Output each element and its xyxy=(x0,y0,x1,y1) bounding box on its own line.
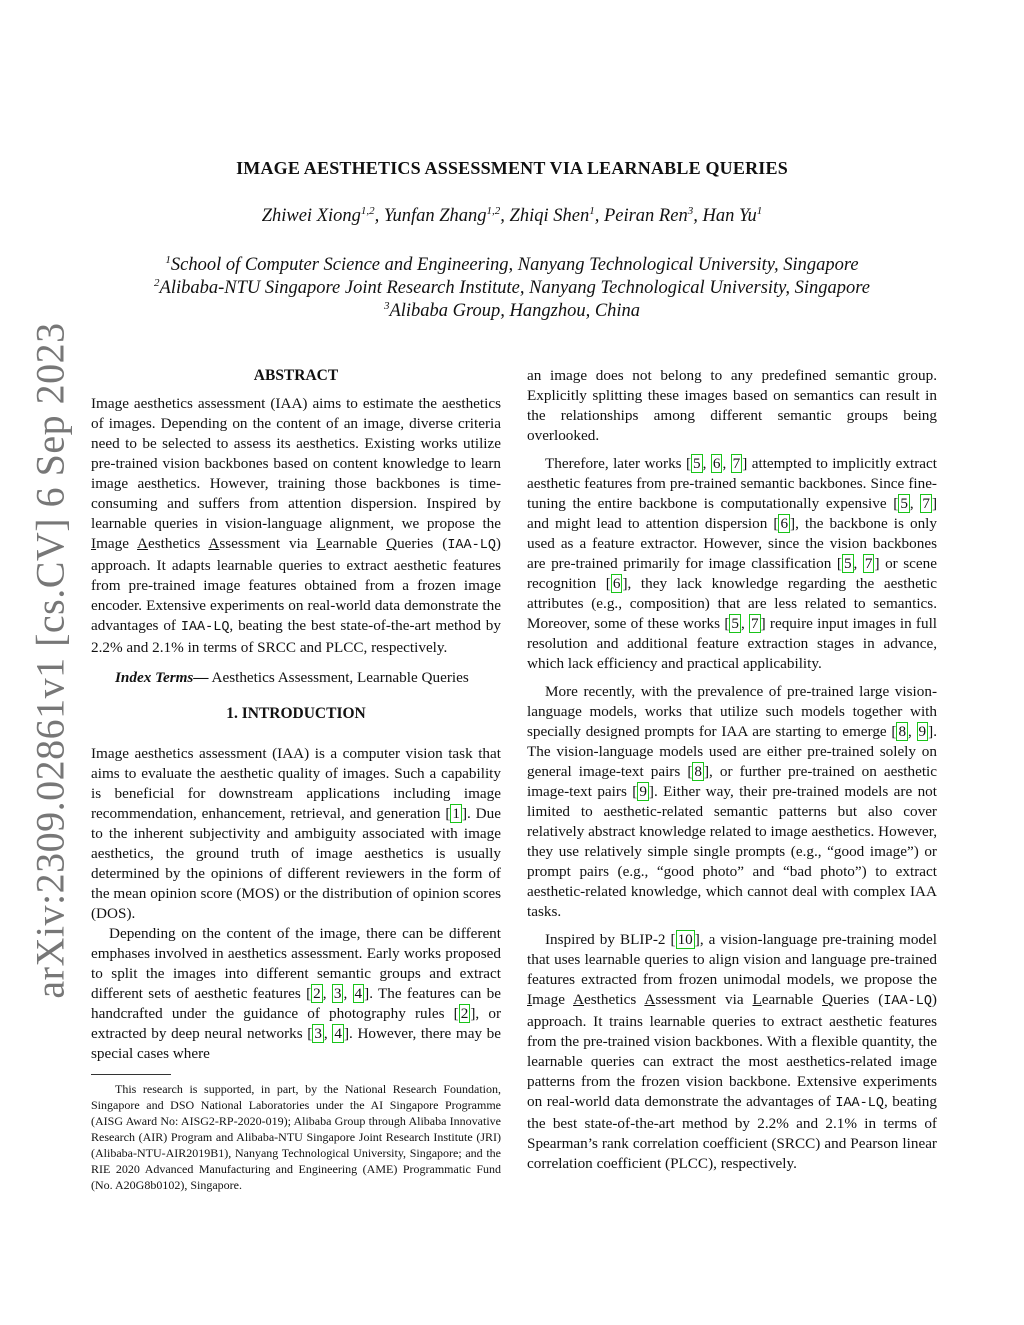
arxiv-identifier xyxy=(20,321,80,999)
affiliations xyxy=(0,254,1024,323)
citation-link[interactable]: 7 xyxy=(732,455,741,472)
intro-paragraph-6: Inspired by BLIP-2 [ 10 ], a vision-language pre-training model that uses learnable queries to align vision and language pre-trained features extracted from frozen unimodal models, we propose the Image Aesthetics Assessment via Learnable Queries (IAA-LQ) approach. It trains learnable queries to extract aesthetic features from the pre-trained vision backbones. With a flexible quantity, the learnable queries can extract the most aesthetics-related image patterns from the frozen vision backbone. Extensive experiments on real-world data demonstrate the advantages of IAA-LQ, beating the best state-of-the-art method by 2.2% and 2.1% in terms of Spearman’s rank correlation coefficient (SRCC) and Pearson linear correlation coefficient (PLCC), respectively. xyxy=(527,931,937,1172)
citation-link[interactable]: 6 xyxy=(612,575,621,592)
intro-paragraph-3: an image does not belong to any predefined semantic group. Explicitly splitting these images based on semantics can result in the relationships among different semantic groups being overlooked. xyxy=(527,367,937,444)
author-name: Zhiqi Shen xyxy=(509,206,590,226)
affiliation-mark: 2 xyxy=(154,276,160,289)
affiliation-text: Alibaba-NTU Singapore Joint Research Institute, Nanyang Technological University, Singapore xyxy=(159,278,870,298)
abstract-body: Image aesthetics assessment (IAA) aims to estimate the aesthetics of images. Depending on the content of an image, diverse criteria need to be selected to assess its aesthetics. Existing works utilize pre-trained vision backbones based on content knowledge to learn image aesthetics. However, training those backbones is time-consuming and suffers from attention dispersion. Inspired by learnable queries in vision-language alignment, we propose the Image Aesthetics Assessment via Learnable Queries (IAA-LQ) approach. It adapts learnable queries to extract aesthetic features from pre-trained image features obtained from a frozen image encoder. Extensive experiments on real-world data demonstrate the advantages of IAA-LQ, beating the best state-of-the-art method by 2.2% and 2.1% in terms of SRCC and PLCC, respectively. xyxy=(91,395,501,656)
citation-link[interactable]: 7 xyxy=(922,495,930,512)
author-name: Peiran Ren xyxy=(603,206,688,226)
citation-link[interactable]: 3 xyxy=(333,985,342,1002)
affiliation-line xyxy=(0,254,1024,277)
citation-link[interactable]: 7 xyxy=(864,555,873,572)
citation-link[interactable]: 4 xyxy=(354,985,363,1002)
affiliation-line xyxy=(0,300,1024,323)
intro-paragraph-4: Therefore, later works [ 5 , 6 , 7 ] attempted to implicitly extract aesthetic features from pre-trained semantic backbones. Since fine-tuning the entire backbone is computationally expensive [ 5 , 7 ] and might lead to attention dispersion [ 6 ], the backbone is only used as a feature extractor. However, since the vision backbones are pre-trained primarily for image classification [ 5 , 7 ] or scene recognition [ 6 ], they lack knowledge regarding the aesthetic attributes (e.g., composition) that are less related to semantics. Moreover, some of these works [ 5 , 7 ] require input images in full resolution and additional feature extraction stages in advance, which lack efficiency and practical applicability. xyxy=(527,455,938,672)
citation-link[interactable]: 4 xyxy=(334,1025,342,1042)
author-affil-mark: 1 xyxy=(756,204,763,217)
intro-paragraph-5: More recently, with the prevalence of pre-trained large vision-language models, works that utilize such models together with specially designed prompts for IAA are starting to emerge [ 8 , 9 ]. The vision-language models used are either pre-trained solely on general image-text pairs [ 8 ], or further pre-trained on aesthetic image-text pairs [ 9 ]. Either way, their pre-trained models are not limited to aesthetic-related semantic patterns but also cover relatively abstract knowledge related to image aesthetics. However, they use relatively simple single prompts (e.g., “good image”) or prompt pairs (e.g., “good photo” and “bad photo”) to extract aesthetic-related knowledge, which cannot deal with complex IAA tasks. xyxy=(527,683,937,920)
affiliation-line xyxy=(0,277,1024,300)
citation-link[interactable]: 10 xyxy=(677,931,693,948)
citation-link[interactable]: 2 xyxy=(460,1005,469,1022)
method-name: IAA-LQ xyxy=(883,994,932,1009)
citation-link[interactable]: 9 xyxy=(918,723,927,740)
intro-paragraph-1: Image aesthetics assessment (IAA) is a computer vision task that aims to evaluate the aesthetic quality of images. Such a capability is beneficial for downstream applications including image recommendation, enhancement, retrieval, and generation [ 1 ]. Due to the inherent subjectivity and ambiguity associated with image aesthetics, the ground truth of image aesthetics is usually determined by the opinions of different reviewers in the form of the mean opinion score (MOS) or the distribution of opinion scores (DOS). xyxy=(91,745,501,922)
author-affil-mark: 1,2 xyxy=(360,204,375,217)
introduction-heading: 1. INTRODUCTION xyxy=(226,705,366,722)
citation-link[interactable]: 7 xyxy=(751,615,759,632)
author-affil-mark: 1 xyxy=(589,204,595,217)
arxiv-identifier-text: arXiv:2309.02861v1 [cs.CV] 6 Sep 2023 xyxy=(27,321,73,999)
left-column xyxy=(91,366,501,1193)
citation-link[interactable]: 5 xyxy=(693,455,701,472)
index-terms xyxy=(91,668,501,688)
method-name: IAA-LQ xyxy=(835,1096,884,1111)
intro-paragraph-2: Depending on the content of the image, there can be different emphases involved in aesthetics assessment. Early works proposed to split the images into different semantic groups and extract different sets of aesthetic features [ 2 , 3 , 4 ]. The features can be handcrafted under the guidance of photography rules [ 2 ], or extracted by deep neural networks [ 3 , 4 ]. However, there may be special cases where xyxy=(91,925,502,1062)
paper-title: IMAGE AESTHETICS ASSESSMENT VIA LEARNABLE QUERIES xyxy=(236,158,788,178)
right-column xyxy=(527,366,937,1174)
citation-link[interactable]: 5 xyxy=(900,495,908,512)
method-name: IAA-LQ xyxy=(180,620,230,635)
author-name: Han Yu xyxy=(702,206,757,226)
funding-footnote: This research is supported, in part, by the National Research Foundation, Singapore and DSO National Laboratories under the AI Singapore Programme (AISG Award No: AISG2-RP-2020-019); Alibaba Group through Alibaba Innovative Research (AIR) Program and Alibaba-NTU Singapore Joint Research Institute (JRI) (Alibaba-NTU-AIR2019B1), Nanyang Technological University, Singapore; and the RIE 2020 Advanced Manufacturing and Engineering (AME) Programmatic Fund (No. A20G8b0102), Singapore. xyxy=(91,1082,501,1192)
citation-link[interactable]: 2 xyxy=(313,985,321,1002)
citation-link[interactable]: 1 xyxy=(452,805,460,822)
affiliation-mark: 1 xyxy=(165,253,171,266)
citation-link[interactable]: 3 xyxy=(314,1025,322,1042)
index-terms-label: Index Terms— xyxy=(115,669,209,686)
author-list: Zhiwei Xiong$^{1,2}$, Yunfan Zhang$^{1,2}$, Zhiqi Shen$^1$, Peiran Ren$^3$, Han Yu$^1$ xyxy=(261,204,763,226)
citation-link[interactable]: 8 xyxy=(898,723,907,740)
author-name: Zhiwei Xiong xyxy=(261,206,361,226)
author-affil-mark: 3 xyxy=(687,204,694,217)
abstract-heading: ABSTRACT xyxy=(253,367,339,384)
citation-link[interactable]: 9 xyxy=(639,783,647,800)
affiliation-text: Alibaba Group, Hangzhou, China xyxy=(389,301,641,321)
footnote-divider xyxy=(91,1074,171,1075)
citation-link[interactable]: 5 xyxy=(731,615,739,632)
citation-link[interactable]: 6 xyxy=(712,455,721,472)
citation-link[interactable]: 5 xyxy=(843,555,852,572)
affiliation-text: School of Computer Science and Engineering, Nanyang Technological University, Singapore xyxy=(170,255,859,275)
method-name: IAA-LQ xyxy=(447,538,496,553)
citation-link[interactable]: 8 xyxy=(694,763,702,780)
affiliation-mark: 3 xyxy=(383,299,390,312)
citation-link[interactable]: 6 xyxy=(780,515,789,532)
index-terms-text: Aesthetics Assessment, Learnable Queries xyxy=(208,669,469,686)
author-name: Yunfan Zhang xyxy=(383,206,487,226)
author-affil-mark: 1,2 xyxy=(486,204,501,217)
